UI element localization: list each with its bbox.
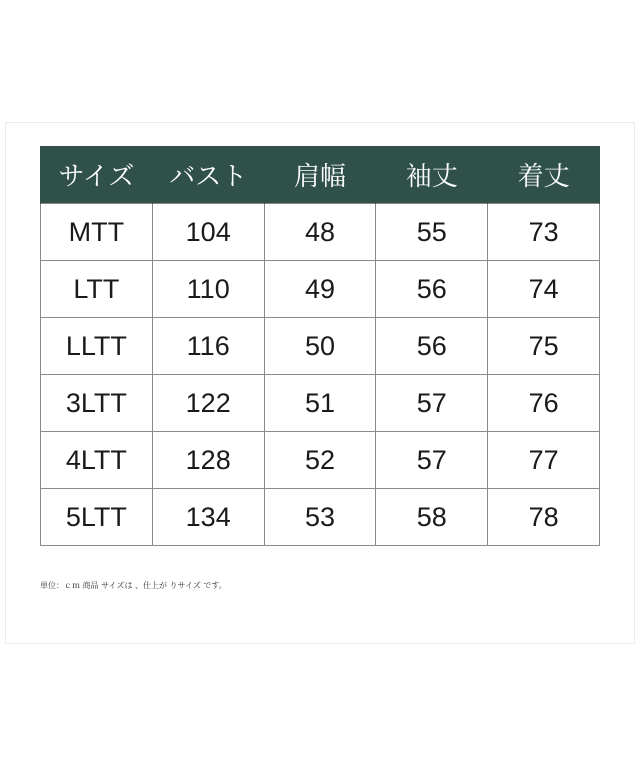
cell-shoulder-width: 48 bbox=[264, 204, 376, 261]
cell-body-length: 77 bbox=[488, 432, 600, 489]
cell-body-length: 75 bbox=[488, 318, 600, 375]
table-row bbox=[41, 432, 600, 489]
cell-bust: 128 bbox=[152, 432, 264, 489]
cell-bust: 122 bbox=[152, 375, 264, 432]
cell-sleeve-length: 57 bbox=[376, 432, 488, 489]
cell-bust: 104 bbox=[152, 204, 264, 261]
header-size: サイズ bbox=[41, 146, 153, 204]
table-row bbox=[41, 204, 600, 261]
cell-size: LLTT bbox=[41, 318, 153, 375]
table-header-row bbox=[41, 146, 600, 204]
table-row bbox=[41, 261, 600, 318]
cell-bust: 110 bbox=[152, 261, 264, 318]
cell-size: 5LTT bbox=[41, 489, 153, 546]
cell-shoulder-width: 53 bbox=[264, 489, 376, 546]
cell-size: 3LTT bbox=[41, 375, 153, 432]
table-row bbox=[41, 318, 600, 375]
cell-sleeve-length: 58 bbox=[376, 489, 488, 546]
unit-note: 単位：ｃｍ 商品 サイズは 、仕上が りサイズ です。 bbox=[40, 581, 227, 590]
cell-shoulder-width: 49 bbox=[264, 261, 376, 318]
cell-sleeve-length: 57 bbox=[376, 375, 488, 432]
cell-sleeve-length: 56 bbox=[376, 318, 488, 375]
cell-sleeve-length: 56 bbox=[376, 261, 488, 318]
cell-shoulder-width: 52 bbox=[264, 432, 376, 489]
cell-size: 4LTT bbox=[41, 432, 153, 489]
cell-sleeve-length: 55 bbox=[376, 204, 488, 261]
header-shoulder-width: 肩幅 bbox=[264, 146, 376, 204]
table-row bbox=[41, 489, 600, 546]
cell-bust: 134 bbox=[152, 489, 264, 546]
cell-body-length: 73 bbox=[488, 204, 600, 261]
cell-shoulder-width: 50 bbox=[264, 318, 376, 375]
header-bust: バスト bbox=[152, 146, 264, 204]
cell-size: MTT bbox=[41, 204, 153, 261]
cell-body-length: 74 bbox=[488, 261, 600, 318]
size-table bbox=[40, 146, 600, 546]
header-body-length: 着丈 bbox=[488, 146, 600, 204]
cell-body-length: 76 bbox=[488, 375, 600, 432]
table-row bbox=[41, 375, 600, 432]
cell-shoulder-width: 51 bbox=[264, 375, 376, 432]
cell-bust: 116 bbox=[152, 318, 264, 375]
cell-body-length: 78 bbox=[488, 489, 600, 546]
header-sleeve-length: 袖丈 bbox=[376, 146, 488, 204]
cell-size: LTT bbox=[41, 261, 153, 318]
